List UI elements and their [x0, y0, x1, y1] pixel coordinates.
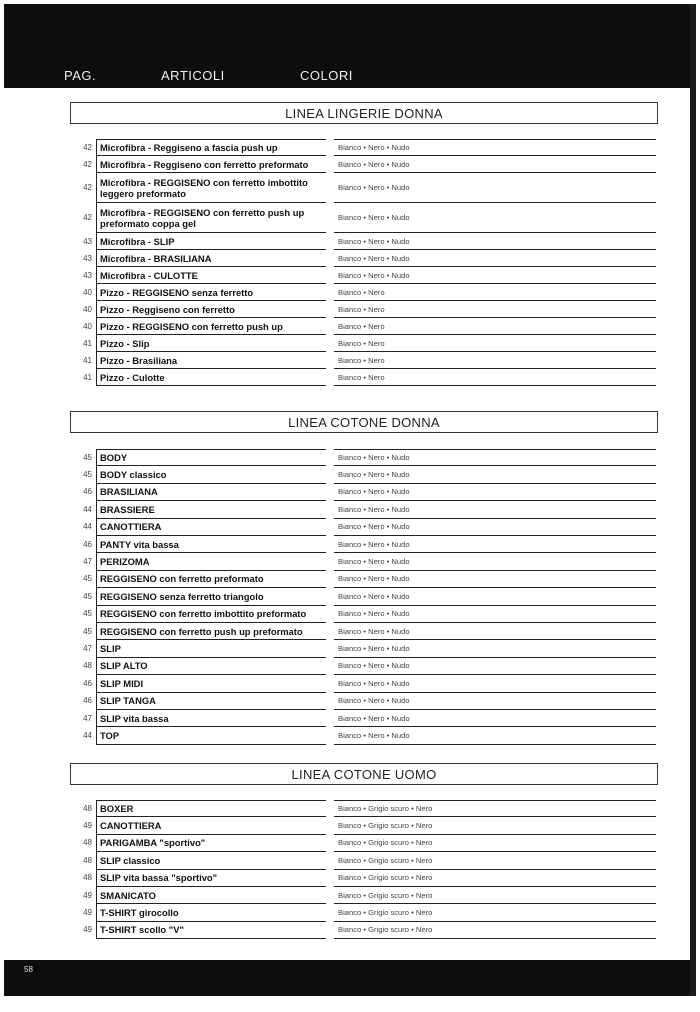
row-colors: Bianco • Nero [334, 369, 656, 386]
row-page: 47 [83, 713, 92, 723]
row-colors: Bianco • Nero • Nudo [334, 710, 656, 727]
page-number: 58 [24, 965, 33, 974]
table-row [70, 250, 658, 267]
row-page: 45 [83, 452, 92, 462]
table-row [70, 519, 658, 536]
table-row [70, 466, 658, 483]
row-article: REGGISENO con ferretto preformato [96, 571, 326, 588]
row-colors: Bianco • Nero • Nudo [334, 139, 656, 156]
row-page: 48 [83, 803, 92, 813]
row-article: REGGISENO con ferretto push up preformato [96, 623, 326, 640]
row-colors: Bianco • Nero • Nudo [334, 173, 656, 203]
table-row [70, 852, 658, 869]
row-colors: Bianco • Grigio scuro • Nero [334, 904, 656, 921]
row-page: 45 [83, 574, 92, 584]
row-article: Microfibra - REGGISENO con ferretto push up preformato coppa gel [96, 203, 326, 233]
row-colors: Bianco • Nero [334, 335, 656, 352]
row-colors: Bianco • Grigio scuro • Nero [334, 922, 656, 939]
row-article: SLIP [96, 640, 326, 657]
row-page: 40 [83, 287, 92, 297]
row-article: Microfibra - Reggiseno a fascia push up [96, 139, 326, 156]
row-page: 45 [83, 626, 92, 636]
row-page: 48 [83, 873, 92, 883]
row-page: 42 [83, 183, 92, 192]
header-pag: PAG. [64, 68, 97, 83]
row-colors: Bianco • Nero • Nudo [334, 484, 656, 501]
row-article: Microfibra - REGGISENO con ferretto imbottito leggero preformato [96, 173, 326, 203]
row-page: 43 [83, 236, 92, 246]
row-page: 43 [83, 270, 92, 280]
row-article: Pizzo - REGGISENO senza ferretto [96, 284, 326, 301]
row-article: SLIP MIDI [96, 675, 326, 692]
row-page: 41 [83, 338, 92, 348]
row-page: 48 [83, 838, 92, 848]
row-page: 44 [83, 522, 92, 532]
row-article: TOP [96, 727, 326, 744]
row-article: SMANICATO [96, 887, 326, 904]
table-row [70, 156, 658, 173]
table-row [70, 887, 658, 904]
row-page: 44 [83, 731, 92, 741]
row-page: 48 [83, 855, 92, 865]
row-article: BOXER [96, 800, 326, 817]
row-colors: Bianco • Nero • Nudo [334, 250, 656, 267]
table-row [70, 606, 658, 623]
row-article: Pizzo - Brasiliana [96, 352, 326, 369]
row-page: 41 [83, 355, 92, 365]
row-page: 46 [83, 487, 92, 497]
row-article: REGGISENO senza ferretto triangolo [96, 588, 326, 605]
row-colors: Bianco • Nero • Nudo [334, 727, 656, 744]
table-row [70, 369, 658, 386]
row-page: 48 [83, 661, 92, 671]
table-row [70, 536, 658, 553]
row-article: Microfibra - SLIP [96, 233, 326, 250]
row-page: 49 [83, 890, 92, 900]
row-colors: Bianco • Nero • Nudo [334, 553, 656, 570]
row-article: PERIZOMA [96, 553, 326, 570]
row-article: SLIP vita bassa [96, 710, 326, 727]
section-title: LINEA COTONE DONNA [70, 411, 658, 433]
row-page: 49 [83, 821, 92, 831]
table-row [70, 173, 658, 203]
table-row [70, 203, 658, 233]
row-page: 45 [83, 609, 92, 619]
row-article: PANTY vita bassa [96, 536, 326, 553]
row-article: T-SHIRT scollo "V" [96, 922, 326, 939]
row-article: SLIP ALTO [96, 658, 326, 675]
table-row [70, 284, 658, 301]
row-article: CANOTTIERA [96, 817, 326, 834]
header-bar [4, 4, 690, 88]
table-row [70, 553, 658, 570]
row-page: 49 [83, 925, 92, 935]
row-page: 45 [83, 591, 92, 601]
header-articoli: ARTICOLI [161, 68, 225, 83]
row-article: T-SHIRT girocollo [96, 904, 326, 921]
header-colori: COLORI [300, 68, 353, 83]
row-colors: Bianco • Nero • Nudo [334, 623, 656, 640]
row-colors: Bianco • Nero • Nudo [334, 466, 656, 483]
section-cotone-donna [70, 411, 658, 742]
row-article: CANOTTIERA [96, 519, 326, 536]
footer-bar [4, 960, 690, 996]
row-page: 46 [83, 696, 92, 706]
table-row [70, 640, 658, 657]
row-colors: Bianco • Nero • Nudo [334, 519, 656, 536]
row-article: SLIP vita bassa "sportivo" [96, 870, 326, 887]
row-article: SLIP classico [96, 852, 326, 869]
section-title: LINEA LINGERIE DONNA [70, 102, 658, 124]
row-page: 40 [83, 304, 92, 314]
table-row [70, 267, 658, 284]
table-row [70, 501, 658, 518]
row-colors: Bianco • Nero [334, 352, 656, 369]
row-page: 49 [83, 908, 92, 918]
table-row [70, 139, 658, 156]
table-row [70, 870, 658, 887]
row-colors: Bianco • Nero • Nudo [334, 571, 656, 588]
section-lingerie-donna [70, 102, 658, 383]
row-article: Pizzo - Culotte [96, 369, 326, 386]
table-row [70, 658, 658, 675]
table-row [70, 484, 658, 501]
table-row [70, 710, 658, 727]
row-colors: Bianco • Grigio scuro • Nero [334, 817, 656, 834]
row-colors: Bianco • Nero • Nudo [334, 675, 656, 692]
section-cotone-uomo [70, 763, 658, 936]
row-page: 47 [83, 557, 92, 567]
table-row [70, 301, 658, 318]
row-colors: Bianco • Grigio scuro • Nero [334, 800, 656, 817]
table-row [70, 693, 658, 710]
row-colors: Bianco • Grigio scuro • Nero [334, 887, 656, 904]
row-colors: Bianco • Nero • Nudo [334, 449, 656, 466]
row-colors: Bianco • Nero [334, 318, 656, 335]
row-article: Microfibra - Reggiseno con ferretto preformato [96, 156, 326, 173]
table-row [70, 800, 658, 817]
row-colors: Bianco • Grigio scuro • Nero [334, 870, 656, 887]
row-article: Pizzo - Slip [96, 335, 326, 352]
row-page: 47 [83, 644, 92, 654]
row-colors: Bianco • Grigio scuro • Nero [334, 852, 656, 869]
row-article: BODY classico [96, 466, 326, 483]
row-article: Microfibra - CULOTTE [96, 267, 326, 284]
row-colors: Bianco • Nero • Nudo [334, 588, 656, 605]
row-page: 46 [83, 678, 92, 688]
row-colors: Bianco • Nero • Nudo [334, 536, 656, 553]
table-row [70, 233, 658, 250]
row-colors: Bianco • Nero [334, 301, 656, 318]
table-row [70, 675, 658, 692]
row-article: BRASSIERE [96, 501, 326, 518]
row-page: 43 [83, 253, 92, 263]
row-page: 45 [83, 470, 92, 480]
table-row [70, 835, 658, 852]
row-colors: Bianco • Nero • Nudo [334, 203, 656, 233]
row-colors: Bianco • Nero • Nudo [334, 658, 656, 675]
row-page: 42 [83, 142, 92, 152]
table-row [70, 623, 658, 640]
table-row [70, 571, 658, 588]
row-article: REGGISENO con ferretto imbottito preformato [96, 606, 326, 623]
row-page: 41 [83, 372, 92, 382]
row-article: BRASILIANA [96, 484, 326, 501]
row-article: Pizzo - Reggiseno con ferretto [96, 301, 326, 318]
table-row [70, 727, 658, 744]
row-colors: Bianco • Nero • Nudo [334, 640, 656, 657]
row-article: BODY [96, 449, 326, 466]
row-colors: Bianco • Nero • Nudo [334, 233, 656, 250]
row-article: Pizzo - REGGISENO con ferretto push up [96, 318, 326, 335]
table-row [70, 318, 658, 335]
section-title: LINEA COTONE UOMO [70, 763, 658, 785]
row-page: 42 [83, 159, 92, 169]
row-page: 42 [83, 213, 92, 222]
row-page: 40 [83, 321, 92, 331]
row-article: Microfibra - BRASILIANA [96, 250, 326, 267]
table-row [70, 922, 658, 939]
table-row [70, 588, 658, 605]
row-colors: Bianco • Nero • Nudo [334, 267, 656, 284]
row-colors: Bianco • Grigio scuro • Nero [334, 835, 656, 852]
row-page: 46 [83, 539, 92, 549]
row-colors: Bianco • Nero • Nudo [334, 606, 656, 623]
row-article: SLIP TANGA [96, 693, 326, 710]
row-colors: Bianco • Nero • Nudo [334, 156, 656, 173]
row-colors: Bianco • Nero • Nudo [334, 693, 656, 710]
table-row [70, 449, 658, 466]
table-row [70, 817, 658, 834]
row-colors: Bianco • Nero • Nudo [334, 501, 656, 518]
row-colors: Bianco • Nero [334, 284, 656, 301]
table-row [70, 352, 658, 369]
table-row [70, 335, 658, 352]
row-article: PARIGAMBA "sportivo" [96, 835, 326, 852]
row-page: 44 [83, 504, 92, 514]
table-row [70, 904, 658, 921]
page-edge [690, 4, 696, 996]
